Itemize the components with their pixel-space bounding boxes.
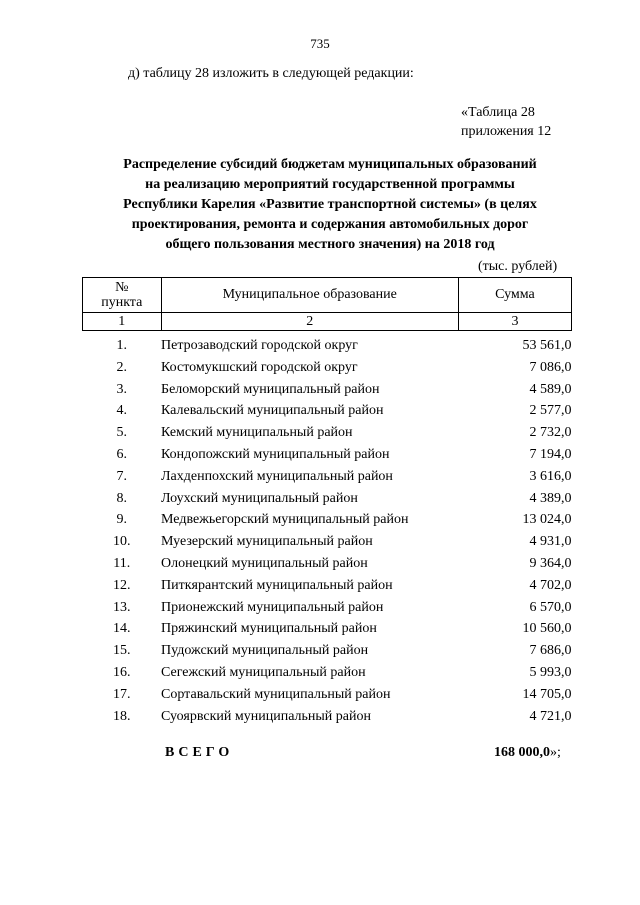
row-sum: 2 577,0 xyxy=(529,403,572,419)
table-row xyxy=(83,466,572,488)
column-index-row xyxy=(83,313,572,331)
table-header-row xyxy=(83,278,572,313)
row-municipality: Сегежский муниципальный район xyxy=(161,664,366,680)
row-municipality: Петрозаводский городской округ xyxy=(161,338,358,353)
intro-text: д) таблицу 28 изложить в следующей редакции: xyxy=(128,66,414,81)
total-label: ВСЕГО xyxy=(165,745,234,760)
row-number: 2. xyxy=(116,359,128,375)
row-sum: 4 389,0 xyxy=(529,490,572,506)
row-number: 5. xyxy=(116,425,128,441)
row-municipality: Олонецкий муниципальный район xyxy=(161,555,368,571)
row-municipality: Калевальский муниципальный район xyxy=(161,403,384,419)
row-sum: 7 086,0 xyxy=(529,359,572,375)
row-municipality: Пряжинский муниципальный район xyxy=(161,621,377,637)
row-sum: 4 721,0 xyxy=(529,708,572,724)
row-number: 9. xyxy=(116,512,128,528)
header-item-number xyxy=(83,278,162,313)
table-row xyxy=(83,684,572,706)
column-index: 2 xyxy=(161,313,458,331)
row-municipality: Медвежьегорский муниципальный район xyxy=(161,512,409,528)
row-sum: 4 702,0 xyxy=(529,577,572,593)
table-row xyxy=(83,488,572,510)
row-sum: 10 560,0 xyxy=(522,621,572,637)
row-municipality: Лоухский муниципальный район xyxy=(161,490,358,506)
title-line-5: общего пользования местного значения) на 2018 год xyxy=(165,237,495,252)
row-municipality: Беломорский муниципальный район xyxy=(161,381,380,397)
row-sum: 14 705,0 xyxy=(522,686,572,702)
table-row xyxy=(83,444,572,466)
row-municipality: Питкярантский муниципальный район xyxy=(161,577,393,593)
row-number: 7. xyxy=(116,468,128,484)
row-municipality: Костомукшский городской округ xyxy=(161,359,358,375)
title-line-4: проектирования, ремонта и содержания автомобильных дорог xyxy=(131,217,529,232)
row-sum: 7 686,0 xyxy=(529,643,572,659)
table-row xyxy=(83,509,572,531)
table-body xyxy=(83,331,572,728)
table-row xyxy=(83,531,572,553)
header-municipality: Муниципальное образование xyxy=(161,278,458,313)
table-row xyxy=(83,400,572,422)
row-municipality: Сортавальский муниципальный район xyxy=(161,686,391,702)
document-title xyxy=(80,155,580,255)
table-reference-line-2: приложения 12 xyxy=(461,124,552,139)
row-number: 4. xyxy=(116,403,128,419)
subsidy-table xyxy=(82,277,572,727)
row-number: 10. xyxy=(113,534,131,550)
row-sum: 53 561,0 xyxy=(522,338,572,353)
table-row xyxy=(83,618,572,640)
row-number: 15. xyxy=(113,643,131,659)
row-number: 11. xyxy=(113,555,131,571)
row-municipality: Прионежский муниципальный район xyxy=(161,599,384,615)
table-row xyxy=(83,331,572,357)
row-sum: 2 732,0 xyxy=(529,425,572,441)
header-number-symbol: № xyxy=(115,280,129,295)
table-row xyxy=(83,662,572,684)
row-number: 18. xyxy=(113,708,131,724)
page-number: 735 xyxy=(310,36,330,51)
row-number: 8. xyxy=(116,490,128,506)
units-label: (тыс. рублей) xyxy=(478,259,558,274)
row-number: 3. xyxy=(116,381,128,397)
row-sum: 3 616,0 xyxy=(529,468,572,484)
table-row xyxy=(83,379,572,401)
row-sum: 7 194,0 xyxy=(529,446,572,462)
table-row xyxy=(83,706,572,728)
row-municipality: Кемский муниципальный район xyxy=(161,425,353,441)
row-sum: 4 931,0 xyxy=(529,534,572,550)
table-row xyxy=(83,357,572,379)
row-number: 6. xyxy=(116,446,128,462)
title-line-2: на реализацию мероприятий государственной программы xyxy=(145,177,515,192)
row-number: 13. xyxy=(113,599,131,615)
column-index: 3 xyxy=(458,313,571,331)
column-index: 1 xyxy=(83,313,162,331)
table-reference xyxy=(461,103,551,141)
total-closing-quote: »; xyxy=(550,745,561,760)
title-line-1: Распределение субсидий бюджетам муниципальных образований xyxy=(123,157,537,172)
total-sum xyxy=(494,745,561,761)
row-number: 16. xyxy=(113,664,131,680)
table-row xyxy=(83,597,572,619)
header-sum: Сумма xyxy=(458,278,571,313)
row-municipality: Лахденпохский муниципальный район xyxy=(161,468,393,484)
row-sum: 5 993,0 xyxy=(529,664,572,680)
row-number: 1. xyxy=(116,338,128,353)
row-number: 12. xyxy=(113,577,131,593)
row-municipality: Пудожский муниципальный район xyxy=(161,643,369,659)
header-number-label: пункта xyxy=(101,295,143,310)
table-row xyxy=(83,553,572,575)
table-reference-line-1: «Таблица 28 xyxy=(461,105,535,120)
row-municipality: Муезерский муниципальный район xyxy=(161,534,373,550)
table-row xyxy=(83,575,572,597)
total-value: 168 000,0 xyxy=(494,745,550,760)
row-sum: 4 589,0 xyxy=(529,381,572,397)
table-row xyxy=(83,640,572,662)
row-municipality: Кондопожский муниципальный район xyxy=(161,446,390,462)
row-municipality: Суоярвский муниципальный район xyxy=(161,708,371,724)
row-number: 17. xyxy=(113,686,131,702)
row-sum: 6 570,0 xyxy=(529,599,572,615)
title-line-3: Республики Карелия «Развитие транспортной системы» (в целях xyxy=(123,197,537,212)
row-sum: 13 024,0 xyxy=(522,512,572,528)
table-row xyxy=(83,422,572,444)
row-sum: 9 364,0 xyxy=(529,555,572,571)
row-number: 14. xyxy=(113,621,131,637)
